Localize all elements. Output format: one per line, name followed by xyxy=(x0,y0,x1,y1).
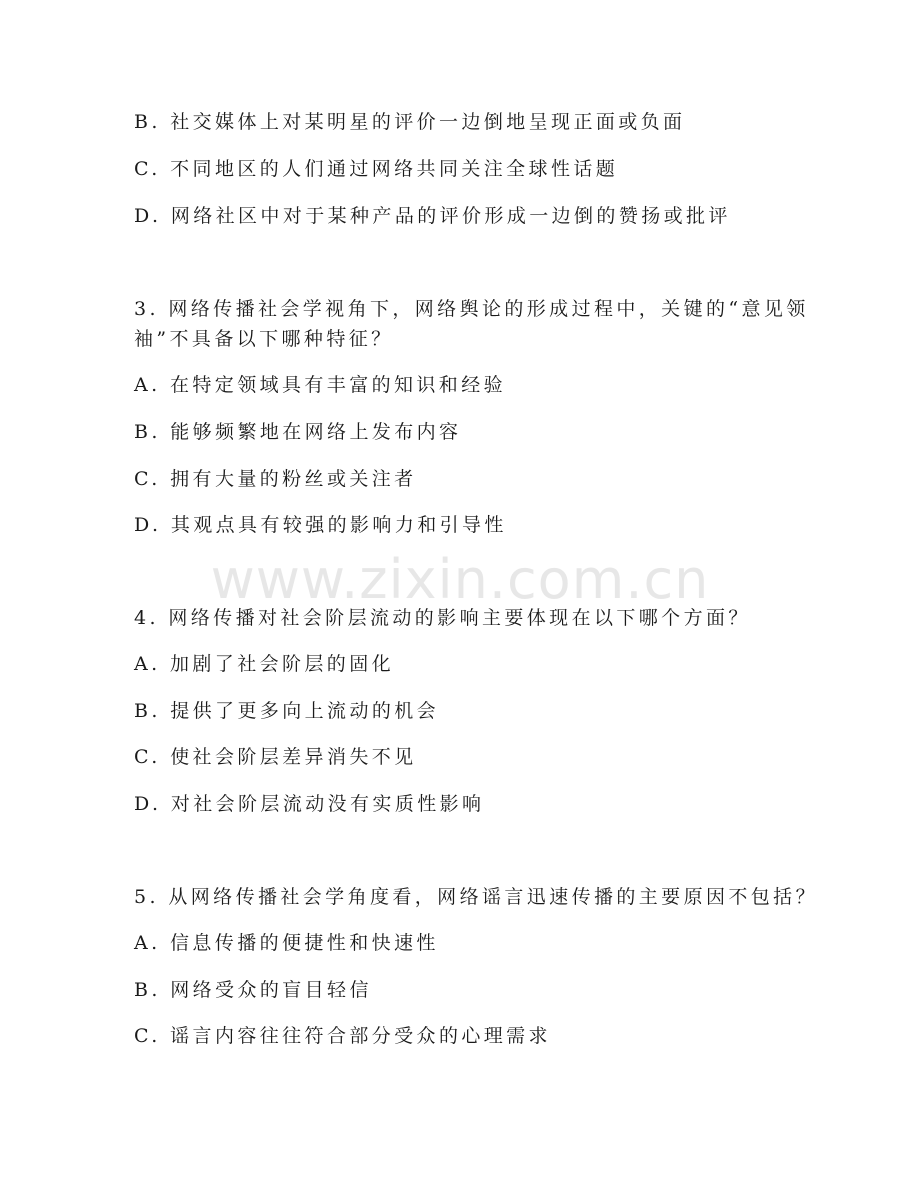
watermark: www.zixin.com.cn xyxy=(210,548,710,611)
q3-option-a: A. 在特定领域具有丰富的知识和经验 xyxy=(134,374,507,396)
q3-option-b: B. 能够频繁地在网络上发布内容 xyxy=(134,421,462,443)
q3-option-c: C. 拥有大量的粉丝或关注者 xyxy=(134,468,417,490)
q4-option-d: D. 对社会阶层流动没有实质性影响 xyxy=(134,793,485,815)
q3-option-d: D. 其观点具有较强的影响力和引导性 xyxy=(134,514,507,536)
q4-option-c: C. 使社会阶层差异消失不见 xyxy=(134,746,417,768)
q4-question: 4. 网络传播对社会阶层流动的影响主要体现在以下哪个方面？ xyxy=(134,607,751,629)
q4-option-a: A. 加剧了社会阶层的固化 xyxy=(134,653,395,675)
q3-question-line2: 袖”不具备以下哪种特征？ xyxy=(134,328,394,350)
q5-option-b: B. 网络受众的盲目轻信 xyxy=(134,979,372,1001)
q2-option-b: B. 社交媒体上对某明星的评价一边倒地呈现正面或负面 xyxy=(134,111,686,133)
q5-question: 5. 从网络传播社会学角度看，网络谣言迅速传播的主要原因不包括？ xyxy=(134,886,818,908)
q2-option-d: D. 网络社区中对于某种产品的评价形成一边倒的赞扬或批评 xyxy=(134,205,731,227)
q5-option-a: A. 信息传播的便捷性和快速性 xyxy=(134,932,439,954)
q2-option-c: C. 不同地区的人们通过网络共同关注全球性话题 xyxy=(134,158,619,180)
q4-option-b: B. 提供了更多向上流动的机会 xyxy=(134,700,440,722)
q5-option-c: C. 谣言内容往往符合部分受众的心理需求 xyxy=(134,1025,551,1047)
q3-question-line1: 3. 网络传播社会学视角下，网络舆论的形成过程中，关键的“意见领 xyxy=(134,298,809,320)
